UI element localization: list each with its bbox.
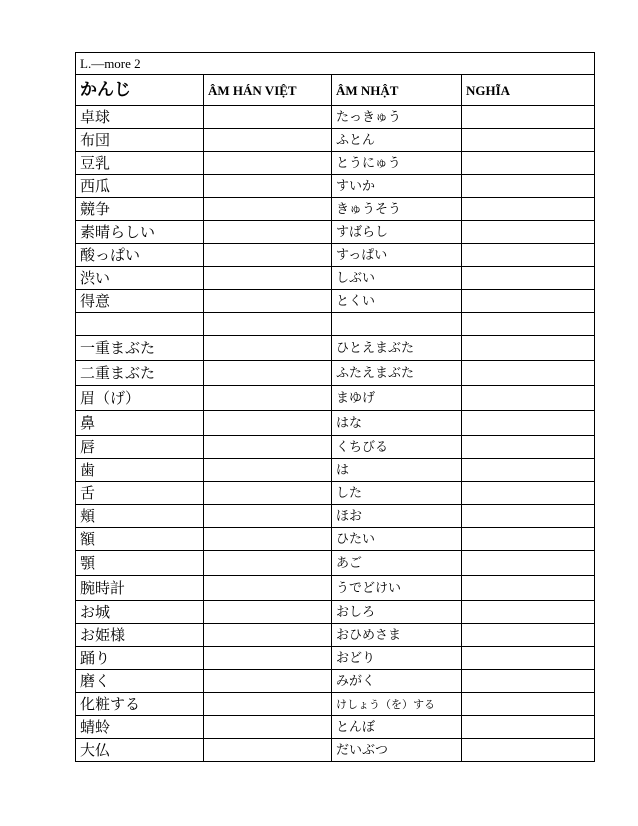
nghia-cell [462,505,595,528]
table-row [76,106,595,129]
kanji-cell: 顎 [76,551,204,576]
nghia-cell [462,716,595,739]
am-han-viet-cell [204,624,332,647]
am-nhat-cell: あご [332,551,462,576]
table-row [76,647,595,670]
header-kanji: かんじ [76,75,204,106]
kanji-cell: 化粧する [76,693,204,716]
kanji-cell [76,313,204,336]
table-row [76,129,595,152]
am-nhat-cell: とくい [332,290,462,313]
table-row [76,290,595,313]
table-row [76,175,595,198]
nghia-cell [462,361,595,386]
am-nhat-cell [332,313,462,336]
nghia-cell [462,106,595,129]
kanji-cell: お姫様 [76,624,204,647]
table-row [76,244,595,267]
am-han-viet-cell [204,505,332,528]
header-am-nhat: ÂM NHẬT [332,75,462,106]
table-row [76,739,595,762]
am-nhat-cell: ひとえまぶた [332,336,462,361]
kanji-cell: 大仏 [76,739,204,762]
kanji-cell: 舌 [76,482,204,505]
am-nhat-cell: うでどけい [332,576,462,601]
am-han-viet-cell [204,528,332,551]
am-han-viet-cell [204,482,332,505]
am-nhat-cell: すいか [332,175,462,198]
kanji-cell: 蜻蛉 [76,716,204,739]
am-han-viet-cell [204,576,332,601]
nghia-cell [462,221,595,244]
lesson-title: L.—more 2 [76,53,595,75]
am-nhat-cell: ふたえまぶた [332,361,462,386]
table-row [76,528,595,551]
am-nhat-cell: おしろ [332,601,462,624]
am-han-viet-cell [204,267,332,290]
kanji-cell: 西瓜 [76,175,204,198]
kanji-cell: 卓球 [76,106,204,129]
nghia-cell [462,313,595,336]
table-row [76,624,595,647]
table-row [76,336,595,361]
kanji-cell: お城 [76,601,204,624]
kanji-cell: 得意 [76,290,204,313]
table-row [76,152,595,175]
nghia-cell [462,482,595,505]
kanji-cell: 頬 [76,505,204,528]
am-han-viet-cell [204,290,332,313]
am-han-viet-cell [204,411,332,436]
am-han-viet-cell [204,459,332,482]
am-han-viet-cell [204,716,332,739]
nghia-cell [462,152,595,175]
kanji-cell: 二重まぶた [76,361,204,386]
am-nhat-cell: とんぼ [332,716,462,739]
am-nhat-cell: たっきゅう [332,106,462,129]
table-row [76,716,595,739]
nghia-cell [462,267,595,290]
am-han-viet-cell [204,313,332,336]
am-nhat-cell: きゅうそう [332,198,462,221]
am-nhat-cell: は [332,459,462,482]
am-han-viet-cell [204,336,332,361]
am-nhat-cell: おどり [332,647,462,670]
title-row [76,53,595,75]
am-han-viet-cell [204,244,332,267]
nghia-cell [462,175,595,198]
nghia-cell [462,601,595,624]
table-row [76,198,595,221]
nghia-cell [462,129,595,152]
header-nghia: NGHĨA [462,75,595,106]
table-row [76,386,595,411]
nghia-cell [462,411,595,436]
am-nhat-cell: すばらし [332,221,462,244]
vocabulary-table [75,52,595,762]
nghia-cell [462,198,595,221]
header-row [76,75,595,106]
nghia-cell [462,670,595,693]
nghia-cell [462,739,595,762]
kanji-cell: 一重まぶた [76,336,204,361]
am-nhat-cell: すっぱい [332,244,462,267]
nghia-cell [462,624,595,647]
table-row [76,601,595,624]
kanji-cell: 磨く [76,670,204,693]
kanji-cell: 鼻 [76,411,204,436]
table-row [76,411,595,436]
nghia-cell [462,336,595,361]
kanji-cell: 額 [76,528,204,551]
nghia-cell [462,528,595,551]
am-nhat-cell: ほお [332,505,462,528]
am-han-viet-cell [204,739,332,762]
nghia-cell [462,647,595,670]
nghia-cell [462,290,595,313]
table-row [76,459,595,482]
am-nhat-cell: くちびる [332,436,462,459]
am-han-viet-cell [204,551,332,576]
am-han-viet-cell [204,129,332,152]
am-han-viet-cell [204,198,332,221]
am-han-viet-cell [204,670,332,693]
nghia-cell [462,693,595,716]
am-nhat-cell: ひたい [332,528,462,551]
am-nhat-cell: ふとん [332,129,462,152]
nghia-cell [462,436,595,459]
kanji-cell: 渋い [76,267,204,290]
am-han-viet-cell [204,221,332,244]
am-nhat-cell: けしょう（を）する [332,693,462,716]
header-am-han-viet: ÂM HÁN VIỆT [204,75,332,106]
am-nhat-cell: おひめさま [332,624,462,647]
nghia-cell [462,459,595,482]
am-han-viet-cell [204,361,332,386]
am-nhat-cell: みがく [332,670,462,693]
am-han-viet-cell [204,436,332,459]
am-nhat-cell: はな [332,411,462,436]
table-row [76,670,595,693]
table-row [76,482,595,505]
am-han-viet-cell [204,152,332,175]
kanji-cell: 踊り [76,647,204,670]
nghia-cell [462,551,595,576]
table-row [76,361,595,386]
kanji-cell: 布団 [76,129,204,152]
am-nhat-cell: まゆげ [332,386,462,411]
kanji-cell: 素晴らしい [76,221,204,244]
table-row [76,505,595,528]
kanji-cell: 唇 [76,436,204,459]
table-row [76,576,595,601]
table-row [76,221,595,244]
table-row [76,436,595,459]
am-han-viet-cell [204,106,332,129]
kanji-cell: 酸っぱい [76,244,204,267]
am-han-viet-cell [204,601,332,624]
am-han-viet-cell [204,693,332,716]
kanji-cell: 腕時計 [76,576,204,601]
kanji-cell: 眉（げ） [76,386,204,411]
am-han-viet-cell [204,386,332,411]
table-row [76,313,595,336]
am-nhat-cell: とうにゅう [332,152,462,175]
nghia-cell [462,576,595,601]
am-nhat-cell: だいぶつ [332,739,462,762]
table-row [76,551,595,576]
am-han-viet-cell [204,647,332,670]
am-nhat-cell: しぶい [332,267,462,290]
nghia-cell [462,386,595,411]
am-han-viet-cell [204,175,332,198]
kanji-cell: 豆乳 [76,152,204,175]
table-row [76,267,595,290]
nghia-cell [462,244,595,267]
kanji-cell: 競争 [76,198,204,221]
table-row [76,693,595,716]
kanji-cell: 歯 [76,459,204,482]
am-nhat-cell: した [332,482,462,505]
